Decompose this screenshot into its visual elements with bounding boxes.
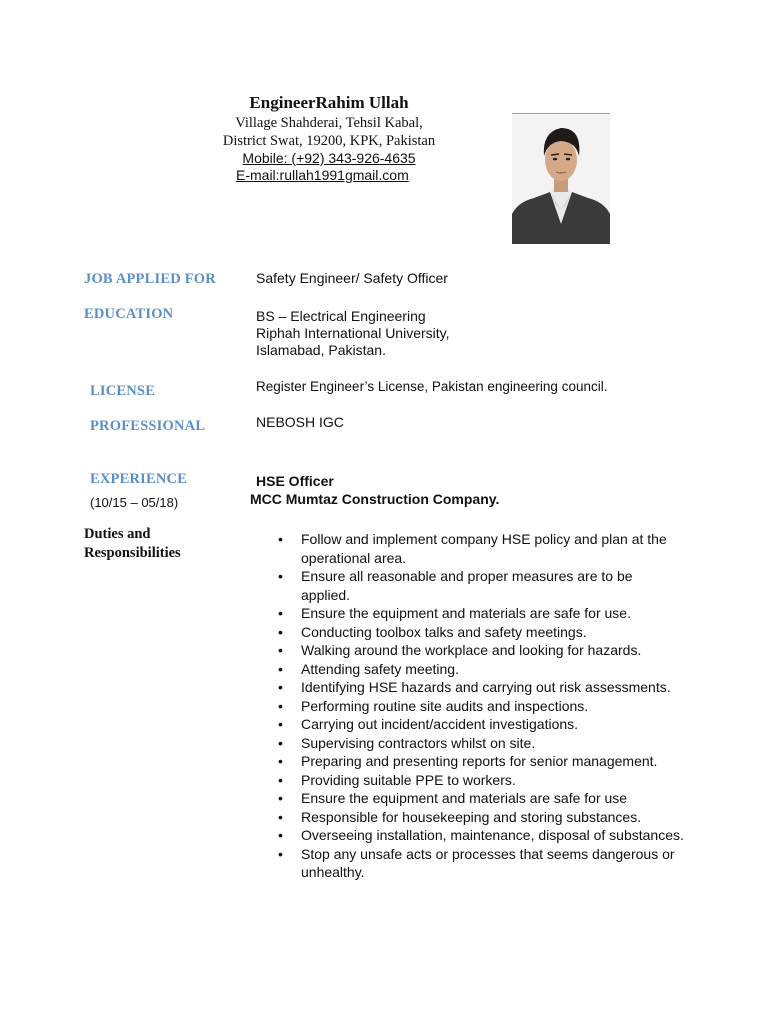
education-line-3: Islamabad, Pakistan. xyxy=(256,342,386,358)
candidate-name: EngineerRahim Ullah xyxy=(249,93,409,112)
duty-item xyxy=(278,771,698,790)
duties-label-line-2: Responsibilities xyxy=(84,545,181,561)
email-text[interactable]: E-mail:rullah1991gmail.com xyxy=(236,167,409,183)
duty-item xyxy=(278,715,698,734)
bullet-icon: • xyxy=(278,845,283,862)
duty-text-line: Follow and implement company HSE policy and plan at the xyxy=(301,531,667,547)
address-line-2: District Swat, 19200, KPK, Pakistan xyxy=(222,133,436,149)
duty-text-line: Ensure all reasonable and proper measures are to be xyxy=(301,568,633,584)
bullet-icon: • xyxy=(278,716,283,732)
address-line-1: Village Shahderai, Tehsil Kabal, xyxy=(235,115,423,131)
professional-label: PROFESSIONAL xyxy=(90,418,206,434)
duty-item xyxy=(278,826,698,845)
bullet-icon: • xyxy=(278,568,283,584)
duty-text-line: Carrying out incident/accident investigations. xyxy=(301,716,579,732)
duty-text-line: Preparing and presenting reports for senior management. xyxy=(301,753,658,769)
duty-text-line: Responsible for housekeeping and storing substances. xyxy=(301,808,642,825)
bullet-icon: • xyxy=(278,679,283,695)
profile-photo xyxy=(512,113,610,244)
bullet-icon: • xyxy=(278,790,283,806)
duty-text-line: Conducting toolbox talks and safety meetings. xyxy=(301,623,587,640)
bullet-icon: • xyxy=(278,623,283,640)
bullet-icon: • xyxy=(278,771,283,788)
duty-item xyxy=(278,697,698,716)
duty-item xyxy=(278,845,698,882)
email-address[interactable] xyxy=(200,167,458,184)
experience-label: EXPERIENCE xyxy=(90,471,188,487)
duty-text-line: Ensure the equipment and materials are safe for use. xyxy=(301,605,631,621)
license-label: LICENSE xyxy=(90,383,156,399)
duty-item xyxy=(278,789,698,808)
duties-list xyxy=(278,530,698,882)
duty-item xyxy=(278,567,698,604)
bullet-icon: • xyxy=(278,808,283,825)
duty-text-line: Supervising contractors whilst on site. xyxy=(301,734,536,751)
license-value: Register Engineer’s License, Pakistan engineering council. xyxy=(256,379,608,394)
duty-item xyxy=(278,752,698,771)
bullet-icon: • xyxy=(278,660,283,677)
duty-item xyxy=(278,530,698,567)
profile-photo-image xyxy=(512,114,610,244)
duty-item xyxy=(278,808,698,827)
education-label: EDUCATION xyxy=(84,306,174,322)
bullet-icon: • xyxy=(278,697,283,714)
professional-value: NEBOSH IGC xyxy=(256,414,344,430)
duty-text-line: operational area. xyxy=(301,549,407,566)
duty-item xyxy=(278,734,698,753)
bullet-icon: • xyxy=(278,753,283,769)
experience-job-title: HSE Officer xyxy=(256,473,334,489)
bullet-icon: • xyxy=(278,734,283,751)
duty-item xyxy=(278,678,698,697)
duty-text-line: applied. xyxy=(301,586,351,603)
bullet-icon: • xyxy=(278,605,283,621)
job-applied-label: JOB APPLIED FOR xyxy=(84,271,216,287)
education-line-1: BS – Electrical Engineering xyxy=(256,308,426,324)
duty-text-line: Overseeing installation, maintenance, disposal of substances. xyxy=(301,827,684,843)
duty-item xyxy=(278,641,698,660)
experience-dates: (10/15 – 05/18) xyxy=(90,495,179,510)
experience-company: MCC Mumtaz Construction Company. xyxy=(250,491,500,507)
duty-item xyxy=(278,604,698,623)
duty-text-line: Providing suitable PPE to workers. xyxy=(301,771,516,788)
duty-item xyxy=(278,660,698,679)
duty-text-line: Attending safety meeting. xyxy=(301,660,459,677)
duty-text-line: Performing routine site audits and inspections. xyxy=(301,697,589,714)
duty-text-line: Stop any unsafe acts or processes that seems dangerous or xyxy=(301,845,675,862)
duties-label-line-1: Duties and xyxy=(84,526,151,542)
bullet-icon: • xyxy=(278,827,283,843)
duty-text-line: Identifying HSE hazards and carrying out risk assessments. xyxy=(301,679,671,695)
resume-header xyxy=(200,92,458,184)
mobile-number xyxy=(200,150,458,167)
duty-text-line: Walking around the workplace and looking for hazards. xyxy=(301,642,642,658)
mobile-text: Mobile: (+92) 343-926-4635 xyxy=(242,150,416,166)
job-applied-value: Safety Engineer/ Safety Officer xyxy=(256,270,448,286)
bullet-icon: • xyxy=(278,642,283,658)
bullet-icon: • xyxy=(278,531,283,547)
education-line-2: Riphah International University, xyxy=(256,325,450,341)
duty-text-line: Ensure the equipment and materials are safe for use xyxy=(301,790,628,806)
duty-item xyxy=(278,623,698,642)
duty-text-line: unhealthy. xyxy=(301,864,365,880)
